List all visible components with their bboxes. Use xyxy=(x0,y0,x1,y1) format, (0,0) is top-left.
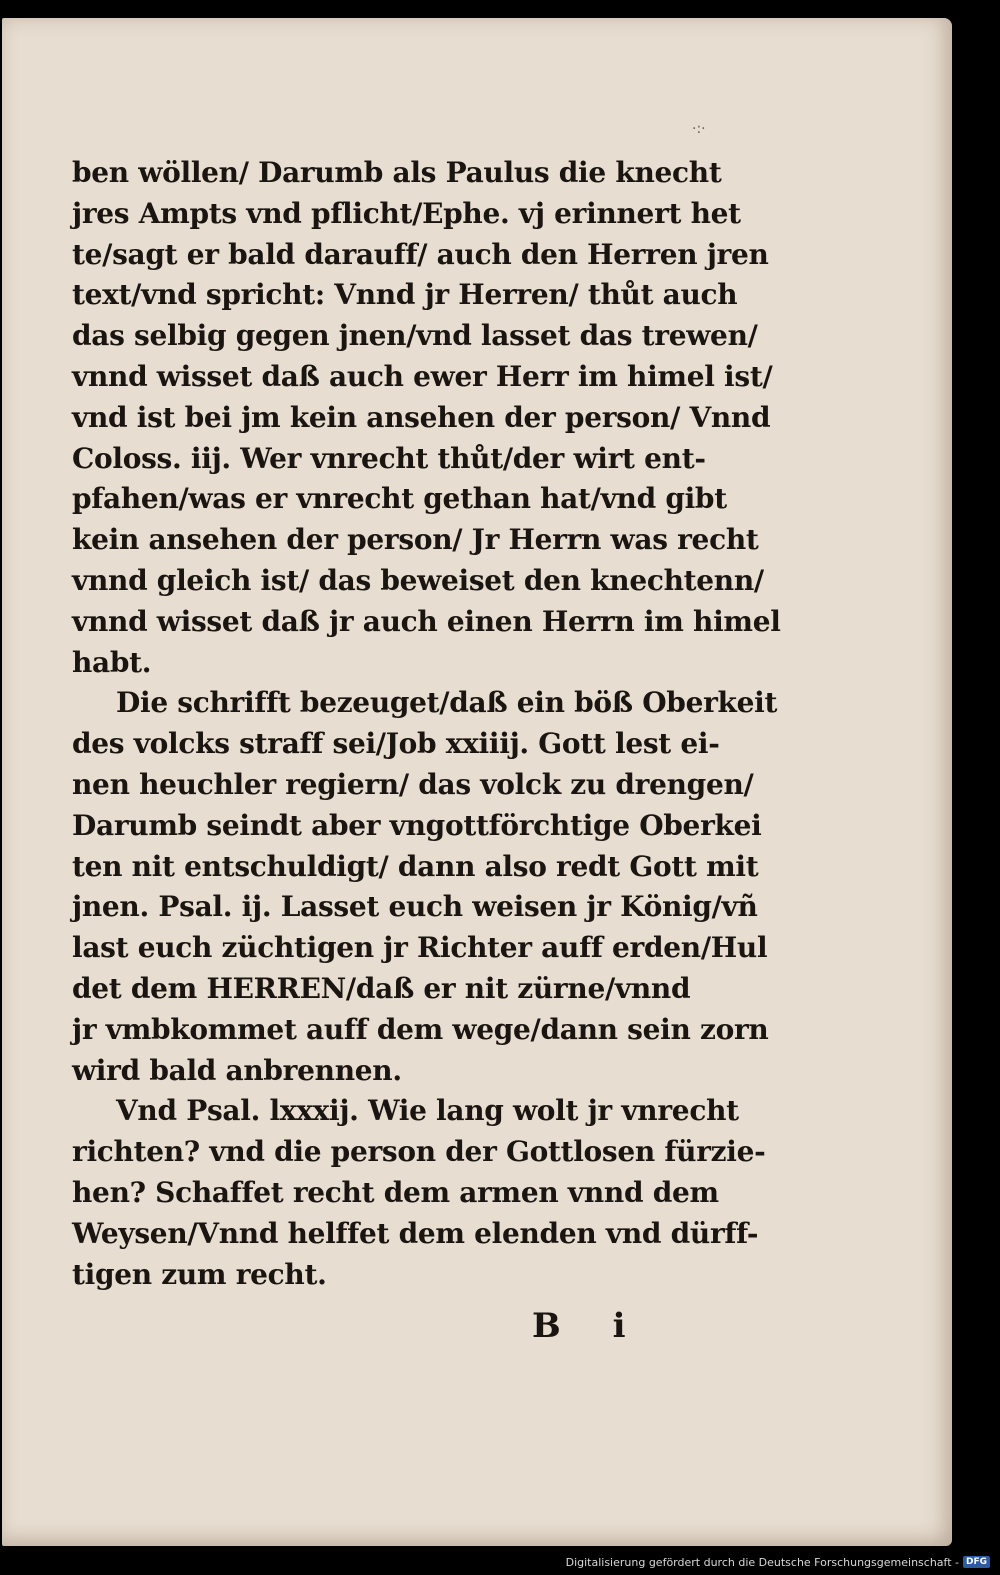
corner-mark: ·:· xyxy=(692,121,706,137)
paragraph-first-line: Vnd Psal. lxxxij. Wie lang wolt jr vnrecht xyxy=(116,1094,739,1128)
text-line: des volcks straff sei/Job xxiiij. Gott lest ei- xyxy=(72,727,720,761)
text-line: last euch züchtigen jr Richter auff erden/Hul xyxy=(72,931,768,965)
text-line: jres Ampts vnd pflicht/Ephe. vj erinnert het xyxy=(72,196,741,230)
text-line: Darumb seindt aber vngottförchtige Oberkei xyxy=(72,808,762,842)
paragraph-first-line: Die schrifft bezeuget/daß ein böß Oberkeit xyxy=(116,686,778,720)
text-line: Weysen/Vnnd helffet dem elenden vnd dürff- xyxy=(72,1216,759,1250)
text-line: nen heuchler regiern/ das volck zu drengen/ xyxy=(72,767,754,801)
dfg-logo[interactable]: DFG xyxy=(963,1556,990,1568)
credit-text: Digitalisierung gefördert durch die Deutsche Forschungsgemeinschaft - xyxy=(565,1555,959,1569)
text-line: tigen zum recht. xyxy=(72,1257,327,1291)
text-line: vnnd wisset daß auch ewer Herr im himel ist/ xyxy=(72,359,773,393)
text-line: ben wöllen/ Darumb als Paulus die knecht xyxy=(72,156,722,189)
text-line: wird bald anbrennen. xyxy=(72,1053,402,1087)
text-line: text/vnd spricht: Vnnd jr Herren/ thůt auch xyxy=(72,278,738,312)
text-line: det dem HERREN/daß er nit zürne/vnnd xyxy=(72,971,691,1005)
text-line: te/sagt er bald darauff/ auch den Herren jren xyxy=(72,237,769,271)
text-line: Coloss. iij. Wer vnrecht thůt/der wirt ent- xyxy=(72,441,706,475)
digitization-credit xyxy=(566,1553,990,1571)
text-line: ten nit entschuldigt/ dann also redt Gott mit xyxy=(72,849,759,883)
text-line: jr vmbkommet auff dem wege/dann sein zorn xyxy=(72,1012,769,1046)
text-line: vnnd gleich ist/ das beweiset den knechtenn/ xyxy=(72,563,764,597)
page-text xyxy=(72,153,781,1295)
text-line: habt. xyxy=(72,645,152,679)
text-line: richten? vnd die person der Gottlosen fürzie- xyxy=(72,1135,766,1169)
signature-mark: B i xyxy=(532,1306,646,1346)
text-line: kein ansehen der person/ Jr Herrn was recht xyxy=(72,523,759,557)
text-line: hen? Schaffet recht dem armen vnnd dem xyxy=(72,1175,719,1209)
text-line: das selbig gegen jnen/vnd lasset das trewen/ xyxy=(72,319,758,353)
text-line: pfahen/was er vnrecht gethan hat/vnd gibt xyxy=(72,482,727,516)
text-line: vnnd wisset daß jr auch einen Herrn im himel xyxy=(72,604,781,638)
text-line: jnen. Psal. ij. Lasset euch weisen jr König/vñ xyxy=(72,890,758,924)
book-page xyxy=(2,18,952,1546)
text-line: vnd ist bei jm kein ansehen der person/ Vnnd xyxy=(72,400,771,434)
